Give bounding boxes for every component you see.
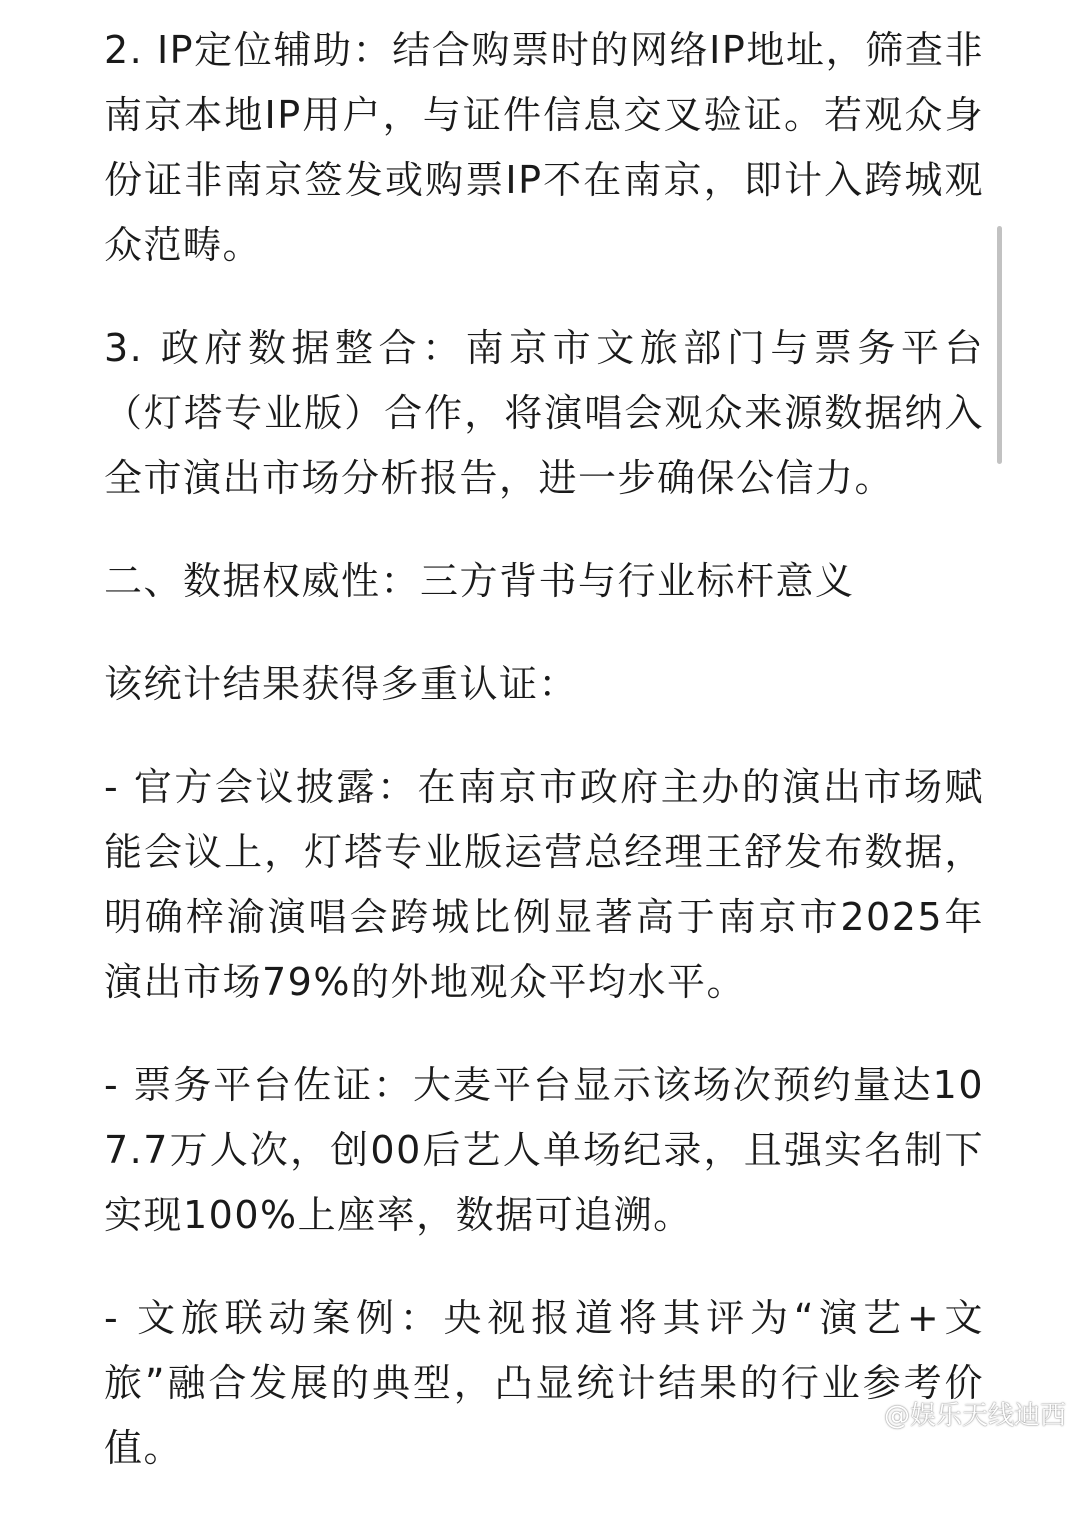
article-body — [104, 18, 984, 1519]
scrollbar-thumb[interactable] — [997, 226, 1002, 464]
paragraph-culture-tourism: - 文旅联动案例：央视报道将其评为“演艺+文旅”融合发展的典型，凸显统计结果的行业参考价值。 — [104, 1296, 984, 1470]
section-heading-authority: 二、数据权威性：三方背书与行业标杆意义 — [104, 559, 855, 603]
paragraph-government-data: 3. 政府数据整合：南京市文旅部门与票务平台（灯塔专业版）合作，将演唱会观众来源数据纳入全市演出市场分析报告，进一步确保公信力。 — [104, 326, 984, 500]
weibo-icon — [842, 1399, 878, 1429]
paragraph-ip-location: 2. IP定位辅助：结合购票时的网络IP地址，筛查非南京本地IP用户，与证件信息交叉验证。若观众身份证非南京签发或购票IP不在南京，即计入跨城观众范畴。 — [104, 28, 984, 267]
paragraph-certification-intro: 该统计结果获得多重认证： — [104, 662, 579, 706]
paragraph-official-meeting: - 官方会议披露：在南京市政府主办的演出市场赋能会议上，灯塔专业版运营总经理王舒发布数据，明确梓渝演唱会跨城比例显著高于南京市2025年演出市场79%的外地观众平均水平。 — [104, 765, 984, 1004]
watermark-text: @娱乐天线迪西 — [883, 1401, 1066, 1431]
paragraph-ticket-platform: - 票务平台佐证：大麦平台显示该场次预约量达107.7万人次，创00后艺人单场纪录，且强实名制下实现100%上座率，数据可追溯。 — [104, 1063, 984, 1237]
watermark — [842, 1395, 1066, 1432]
